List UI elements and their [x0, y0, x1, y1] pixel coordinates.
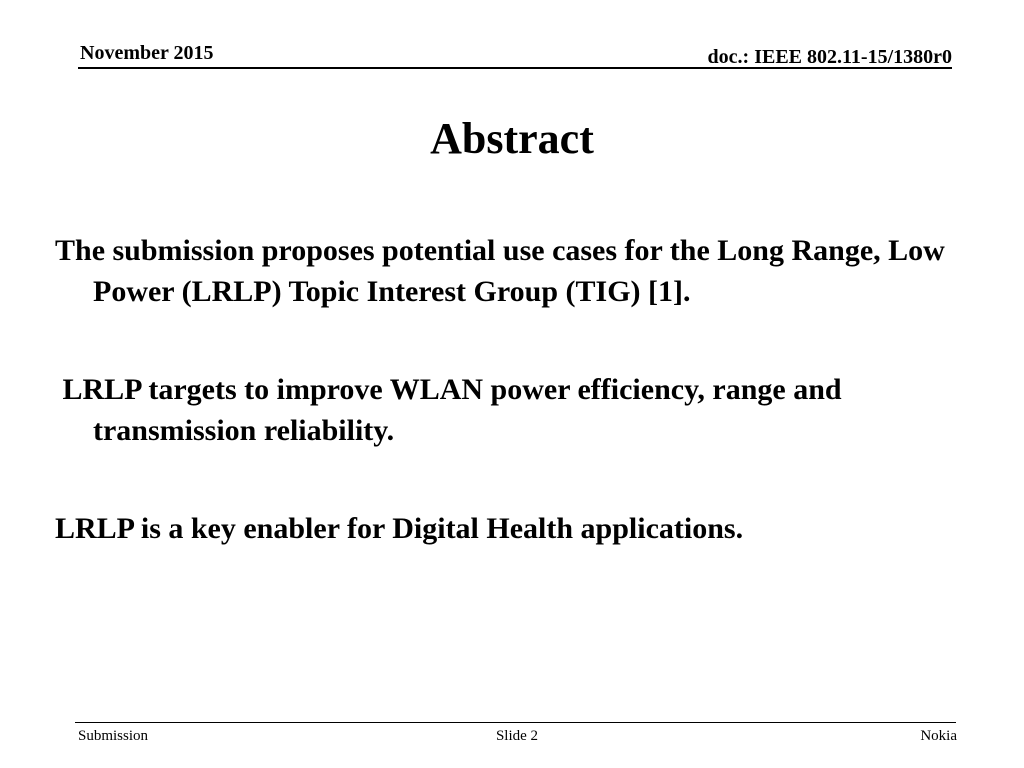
paragraph-lrlp-targets: LRLP targets to improve WLAN power efficiency, range and transmission reliability. [55, 373, 850, 447]
header-date: November 2015 [80, 42, 214, 64]
slide-title: Abstract [430, 114, 594, 163]
header-doc-id: doc.: IEEE 802.11-15/1380r0 [707, 46, 952, 68]
paragraph-lrlp-enabler: LRLP is a key enabler for Digital Health applications. [55, 512, 744, 545]
footer-submission: Submission [78, 728, 149, 744]
footer-divider [75, 722, 956, 723]
footer-slide-number: Slide 2 [495, 728, 539, 744]
header-divider [78, 67, 952, 69]
footer-company: Nokia [920, 728, 957, 744]
slide-body [55, 230, 985, 549]
paragraph-submission: The submission proposes potential use cases for the Long Range, Low Power (LRLP) Topic Interest Group (TIG) [1]. [55, 234, 945, 308]
